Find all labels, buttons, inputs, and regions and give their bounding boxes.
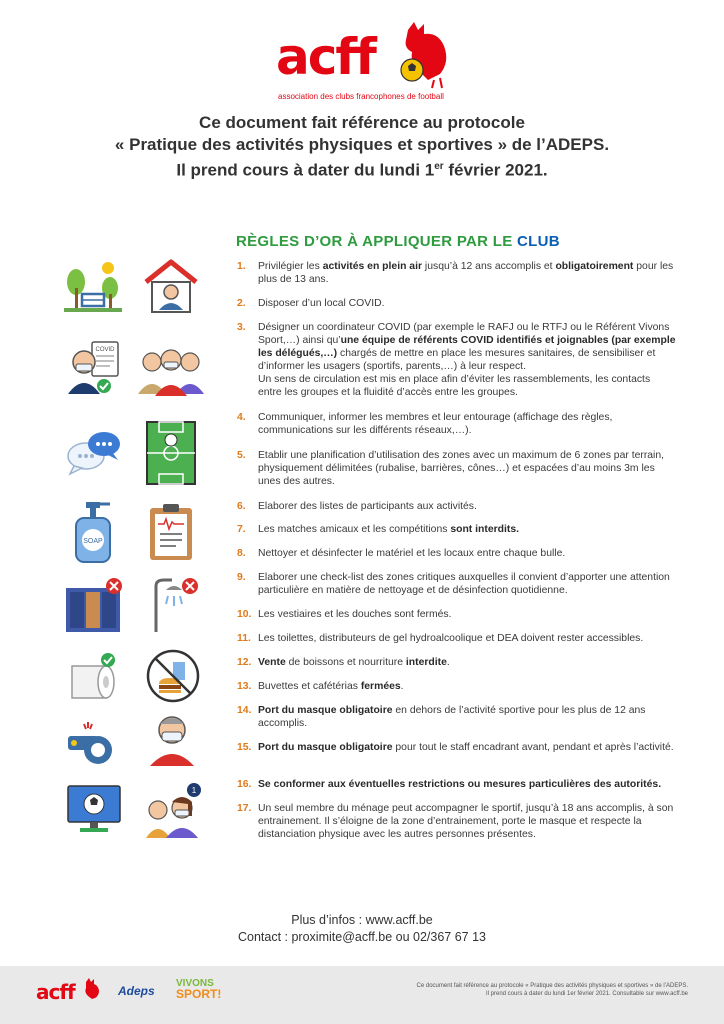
toilet-paper-icon [66,652,124,710]
contact-info [180,912,544,946]
chat-bubbles-icon [64,424,122,482]
shower-closed-icon [146,576,204,634]
contact-line: Contact : proximite@acff.be ou 02/367 67 13 [237,930,487,944]
footer-note: Ce document fait référence au protocole « Pratique des activités physiques et sportives » de l’ADEPS. Il prend cours à dater du lundi 1er février 2021. Consultable sur www.acff.be [416,983,688,997]
more-info-line: Plus d’infos : www.acff.be [291,913,433,927]
park-icon [64,258,122,316]
masked-person-icon [146,712,204,770]
intro-line-3: Il prend cours à dater du lundi 1er février 2021. [176,160,548,180]
footer-adeps-logo: Adeps [118,984,155,998]
acff-logo [276,22,456,110]
whistle-icon [64,718,122,776]
coordinator-icon [64,338,122,396]
intro-text [60,112,664,182]
screen-football-icon [66,782,124,840]
intro-line-2: « Pratique des activités physiques et sportives » de l’ADEPS. [114,135,610,154]
svg-text:1: 1 [191,786,197,795]
footer-vivons-sport-logo: VIVONS SPORT! [176,978,222,1001]
household-icon [144,782,202,840]
section-title: RÈGLES D’OR À APPLIQUER PAR LE CLUB [236,233,560,250]
logo-tagline: association des clubs francophones de football [278,92,444,101]
footer-bar [0,966,724,1024]
covid-room-icon [142,258,200,316]
no-food-icon [145,648,203,706]
football-field-icon [145,420,203,478]
svg-text:COVID: COVID [95,347,115,353]
soap-icon [64,500,122,558]
footer-rooster-icon [82,978,100,1000]
footer-acff-logo: acff [36,980,75,1004]
clipboard-icon [146,502,204,560]
rooster-icon [394,22,454,90]
logo-text: acff [276,28,375,86]
team-icon [138,338,196,396]
lockers-closed-icon [64,576,122,634]
svg-text:SOAP: SOAP [83,538,103,545]
intro-line-1: Ce document fait référence au protocole [199,113,525,132]
